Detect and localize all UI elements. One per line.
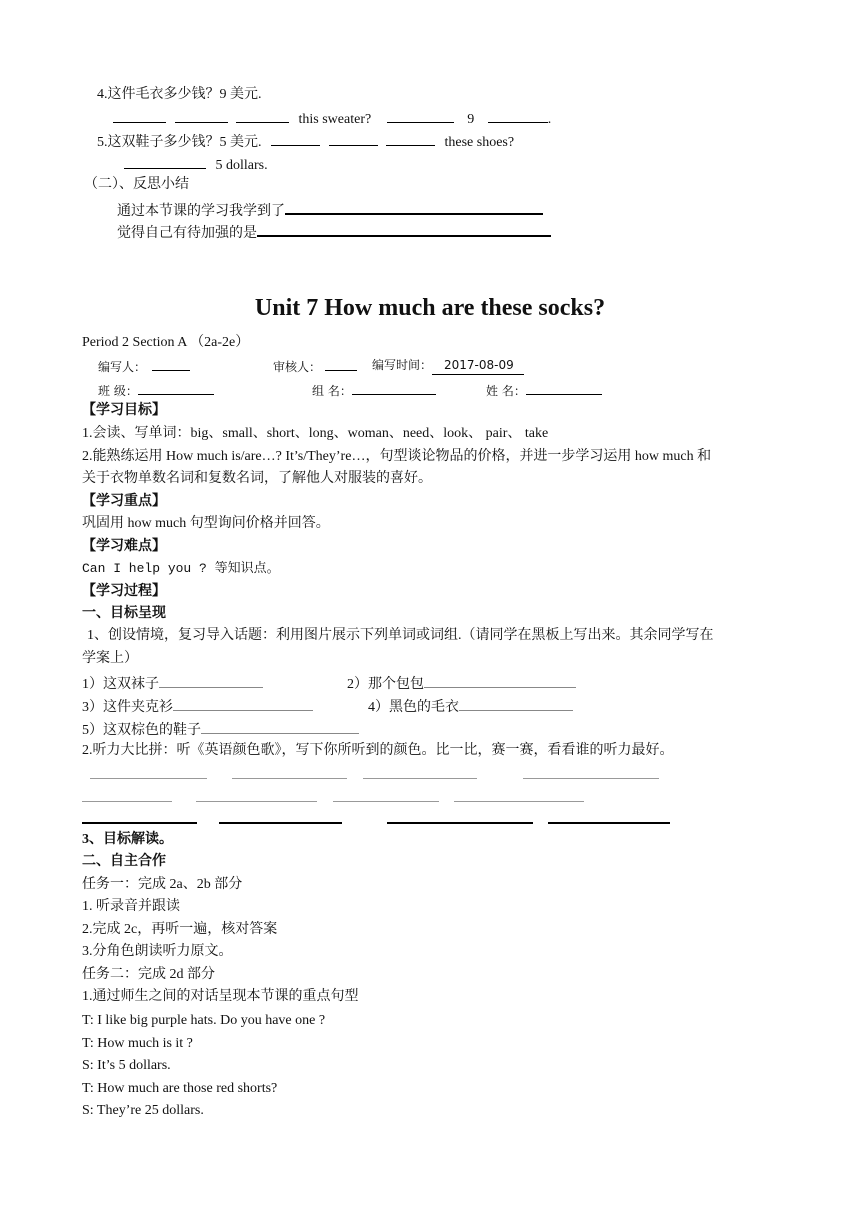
prompt: 4）黑色的毛衣 [368, 700, 459, 715]
goals-heading: 【学习目标】 [82, 403, 166, 418]
color-blank[interactable] [454, 801, 584, 802]
answer-blank[interactable] [424, 673, 576, 688]
process-heading: 【学习过程】 [82, 584, 166, 599]
name-input[interactable] [526, 380, 602, 395]
reviewer-input[interactable] [325, 356, 357, 371]
task-1-step-1: 1. 听录音并跟读 [82, 899, 180, 914]
listening-task: 2.听力大比拼：听《英语颜色歌》，写下你所听到的颜色。比一比，赛一赛，看看谁的听力最好。 [82, 743, 674, 758]
color-blank[interactable] [363, 778, 477, 779]
word-prompt-1 [82, 673, 263, 694]
prompt: 3）这件夹克衫 [82, 700, 173, 715]
field-label: 组 名： [312, 384, 352, 398]
reflection-line-2 [117, 221, 551, 243]
answer-blank[interactable] [285, 199, 543, 215]
color-blank[interactable] [82, 822, 197, 824]
field-label: 审核人： [273, 360, 322, 374]
reflection-heading: （二）、反思小结 [84, 177, 189, 192]
sentence-fragment: 9 [467, 112, 475, 127]
task-2-heading: 任务二：完成 2d 部分 [82, 967, 215, 982]
item-text: 5.这双鞋子多少钱？5 美元. [97, 135, 262, 150]
writer-input[interactable] [152, 356, 190, 371]
unit-title: Unit 7 How much are these socks? [254, 295, 606, 321]
name-field [486, 380, 602, 400]
difficult-heading: 【学习难点】 [82, 539, 166, 554]
field-label: 姓 名： [486, 384, 526, 398]
answer-blank[interactable] [236, 108, 289, 123]
answer-blank[interactable] [488, 108, 548, 123]
exercise-item-5 [97, 131, 514, 152]
class-input[interactable] [138, 380, 214, 395]
color-blank[interactable] [219, 822, 342, 824]
key-text: 巩固用 how much 句型询问价格并回答。 [82, 516, 330, 531]
answer-blank[interactable] [201, 719, 359, 734]
sentence-fragment: these shoes? [444, 135, 515, 150]
dialogue-line: S: They’re 25 dollars. [82, 1103, 204, 1118]
goal-2-cont: 关于衣物单数名词和复数名词，了解他人对服装的喜好。 [82, 471, 432, 486]
dialogue-line: T: I like big purple hats. Do you have one ? [82, 1013, 326, 1028]
task-2-step-1: 1.通过师生之间的对话呈现本节课的重点句型 [82, 989, 359, 1004]
color-blank[interactable] [387, 822, 533, 824]
goal-1: 1.会读、写单词：big、small、short、long、woman、need、look、 pair、 take [82, 426, 549, 441]
color-blank[interactable] [232, 778, 347, 779]
class-field [98, 380, 214, 400]
field-label: 编写人： [98, 360, 147, 374]
period-line: Period 2 Section A （2a-2e） [82, 335, 250, 350]
color-blank[interactable] [333, 801, 439, 802]
prompt: 通过本节课的学习我学到了 [117, 204, 285, 219]
dialogue-line: T: How much is it ? [82, 1036, 193, 1051]
task-1-step-2: 2.完成 2c，再听一遍，核对答案 [82, 922, 278, 937]
step-3-text: 3、目标解读。 [82, 832, 173, 847]
date-field [372, 356, 524, 375]
group-input[interactable] [352, 380, 436, 395]
answer-blank[interactable] [124, 154, 206, 169]
step-1-text: 1、创设情境，复习导入话题：利用图片展示下列单词或词组.（请同学在黑板上写出来。其余同学写在 [87, 628, 714, 643]
key-heading: 【学习重点】 [82, 494, 166, 509]
sentence-fragment: . [547, 112, 552, 127]
step-1-cont: 学案上） [82, 651, 138, 666]
prompt: 2）那个包包 [347, 677, 424, 692]
prompt: 5）这双棕色的鞋子 [82, 723, 201, 738]
exercise-item-4: 4.这件毛衣多少钱？9 美元. [97, 87, 262, 102]
color-blank[interactable] [548, 822, 670, 824]
goal-2: 2.能熟练运用 How much is/are…? It’s/They’re…，句型谈论物品的价格，并进一步学习运用 how much 和 [82, 449, 712, 464]
word-prompt-2 [347, 673, 576, 694]
color-blank[interactable] [82, 801, 172, 802]
exercise-item-5-answer [124, 154, 268, 175]
dialogue-line: T: How much are those red shorts? [82, 1081, 278, 1096]
exercise-item-4-answer [113, 108, 551, 129]
answer-blank[interactable] [386, 131, 435, 146]
date-value[interactable]: 2017-08-09 [432, 356, 524, 375]
section-1-heading: 一、目标呈现 [82, 606, 166, 621]
section-2-heading: 二、自主合作 [82, 854, 166, 869]
answer-blank[interactable] [329, 131, 378, 146]
prompt: 觉得自己有待加强的是 [117, 226, 257, 241]
task-1-step-3: 3.分角色朗读听力原文。 [82, 944, 233, 959]
sentence-fragment: 5 dollars. [215, 158, 268, 173]
color-blank[interactable] [90, 778, 207, 779]
dialogue-line: S: It’s 5 dollars. [82, 1058, 171, 1073]
answer-blank[interactable] [175, 108, 228, 123]
color-blank[interactable] [523, 778, 659, 779]
answer-blank[interactable] [113, 108, 166, 123]
answer-blank[interactable] [159, 673, 263, 688]
color-blank[interactable] [196, 801, 317, 802]
reflection-line-1 [117, 199, 543, 221]
field-label: 编写时间： [372, 358, 433, 372]
field-label: 班 级： [98, 384, 138, 398]
task-1-heading: 任务一：完成 2a、2b 部分 [82, 877, 243, 892]
difficult-text: Can I help you ? 等知识点。 [82, 561, 280, 576]
writer-field [98, 356, 190, 376]
answer-blank[interactable] [173, 696, 313, 711]
answer-blank[interactable] [257, 221, 551, 237]
word-prompt-4 [368, 696, 573, 717]
answer-blank[interactable] [459, 696, 573, 711]
reviewer-field [273, 356, 357, 376]
sentence-fragment: this sweater? [298, 112, 372, 127]
word-prompt-3 [82, 696, 313, 717]
answer-blank[interactable] [271, 131, 320, 146]
word-prompt-5 [82, 719, 359, 740]
answer-blank[interactable] [387, 108, 454, 123]
prompt: 1）这双袜子 [82, 677, 159, 692]
group-field [312, 380, 436, 400]
